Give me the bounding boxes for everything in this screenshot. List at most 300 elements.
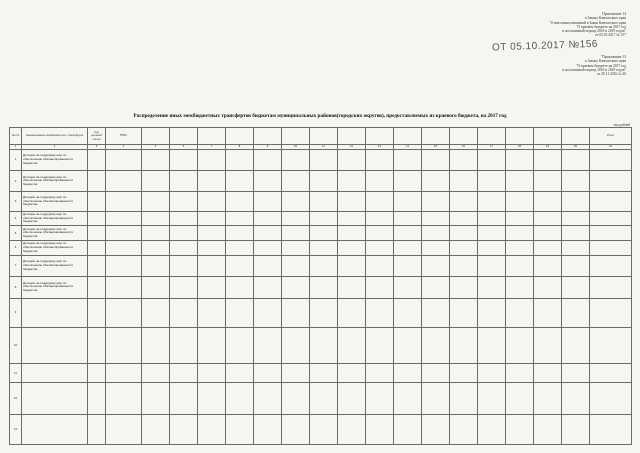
amount-cell <box>366 364 394 383</box>
amount-cell <box>254 383 282 415</box>
document-title: Распределение иных межбюджетных трансфертов бюджетам муниципальных районов(городских округов), предоставляемых из краевого бюджета, на 2017 год <box>133 113 507 119</box>
target-code <box>88 415 106 445</box>
amount-cell <box>478 298 506 328</box>
budget-administrator <box>106 256 142 277</box>
header-line: и на плановый период 2018 и 2019 годов" <box>562 29 626 34</box>
transfer-description: Дотации на поддержку мер по обеспечению сбалансированности бюджетов <box>22 211 88 226</box>
amount-cell <box>366 298 394 328</box>
target-code <box>88 298 106 328</box>
amount-cell <box>506 226 534 241</box>
amount-cell <box>422 277 450 298</box>
amount-cell <box>562 241 590 256</box>
amount-cell <box>394 150 422 171</box>
amount-cell <box>226 226 254 241</box>
column-number: 21 <box>590 145 632 150</box>
budget-administrator <box>106 171 142 192</box>
column-number: 18 <box>506 145 534 150</box>
header-line: к Закону Камчатского края <box>585 59 626 64</box>
amount-cell <box>170 211 198 226</box>
amount-cell <box>170 226 198 241</box>
table-row <box>10 241 632 256</box>
target-code <box>88 241 106 256</box>
column-number: 15 <box>422 145 450 150</box>
amount-cell <box>478 328 506 364</box>
amount-cell <box>534 211 562 226</box>
row-total <box>590 364 632 383</box>
column-number: 13 <box>366 145 394 150</box>
amount-cell <box>450 150 478 171</box>
budget-administrator <box>106 298 142 328</box>
amount-cell <box>310 364 338 383</box>
table-row <box>10 364 632 383</box>
column-header: Код целевой статьи <box>88 128 106 145</box>
column-header <box>478 128 506 145</box>
row-number: 9 <box>10 298 22 328</box>
amount-cell <box>142 192 170 211</box>
amount-cell <box>170 383 198 415</box>
amount-cell <box>198 383 226 415</box>
column-number: 6 <box>170 145 198 150</box>
row-total <box>590 171 632 192</box>
amount-cell <box>506 277 534 298</box>
amount-cell <box>506 211 534 226</box>
target-code <box>88 211 106 226</box>
amount-cell <box>254 364 282 383</box>
amount-cell <box>282 226 310 241</box>
transfer-description: Дотации на поддержку мер по обеспечению сбалансированности бюджетов <box>22 256 88 277</box>
amount-cell <box>366 256 394 277</box>
amount-cell <box>254 277 282 298</box>
amount-cell <box>506 415 534 445</box>
row-total <box>590 256 632 277</box>
amount-cell <box>450 383 478 415</box>
amount-cell <box>394 211 422 226</box>
amount-cell <box>226 364 254 383</box>
amount-cell <box>534 150 562 171</box>
amount-cell <box>226 277 254 298</box>
row-total <box>590 298 632 328</box>
amount-cell <box>478 256 506 277</box>
target-code <box>88 328 106 364</box>
amount-cell <box>226 211 254 226</box>
transfer-description <box>22 328 88 364</box>
amount-cell <box>282 211 310 226</box>
amount-cell <box>506 364 534 383</box>
registration-stamp: ОТ 05.10.2017 №156 <box>491 38 599 54</box>
amount-cell <box>506 241 534 256</box>
amount-cell <box>562 256 590 277</box>
column-header: Наименование межбюджетного трансферта <box>22 128 88 145</box>
amount-cell <box>254 256 282 277</box>
amount-cell <box>198 364 226 383</box>
amount-cell <box>506 298 534 328</box>
row-total <box>590 328 632 364</box>
amount-cell <box>226 298 254 328</box>
row-total <box>590 415 632 445</box>
amount-cell <box>142 171 170 192</box>
amount-cell <box>478 364 506 383</box>
amount-cell <box>310 415 338 445</box>
amount-cell <box>394 277 422 298</box>
amount-cell <box>282 383 310 415</box>
column-header: № п/п <box>10 128 22 145</box>
amount-cell <box>310 150 338 171</box>
amount-cell <box>394 241 422 256</box>
amount-cell <box>254 211 282 226</box>
amount-cell <box>198 226 226 241</box>
amount-cell <box>366 171 394 192</box>
amount-cell <box>478 192 506 211</box>
amount-cell <box>562 415 590 445</box>
column-header <box>366 128 394 145</box>
amount-cell <box>282 171 310 192</box>
column-number: 8 <box>226 145 254 150</box>
amount-cell <box>170 298 198 328</box>
amount-cell <box>198 211 226 226</box>
amount-cell <box>450 328 478 364</box>
amount-cell <box>422 171 450 192</box>
table-row <box>10 298 632 328</box>
row-number: 5 <box>10 226 22 241</box>
column-header <box>142 128 170 145</box>
amount-cell <box>198 241 226 256</box>
amount-cell <box>170 171 198 192</box>
amount-cell <box>310 383 338 415</box>
amount-cell <box>226 383 254 415</box>
amount-cell <box>170 241 198 256</box>
amount-cell <box>338 226 366 241</box>
amount-cell <box>534 364 562 383</box>
amount-cell <box>534 256 562 277</box>
amount-cell <box>506 328 534 364</box>
table-row <box>10 192 632 211</box>
column-number: 2 <box>22 145 88 150</box>
row-total <box>590 383 632 415</box>
amount-cell <box>422 328 450 364</box>
row-number: 13 <box>10 415 22 445</box>
header-line: и на плановый период 2018 и 2019 годов" <box>562 67 626 72</box>
amount-cell <box>422 241 450 256</box>
row-total <box>590 211 632 226</box>
amount-cell <box>366 192 394 211</box>
amount-cell <box>310 241 338 256</box>
amount-cell <box>338 364 366 383</box>
amount-cell <box>254 150 282 171</box>
amount-cell <box>282 415 310 445</box>
amount-cell <box>478 226 506 241</box>
amount-cell <box>338 171 366 192</box>
transfer-description: Дотации на поддержку мер по обеспечению сбалансированности бюджетов <box>22 192 88 211</box>
amount-cell <box>338 328 366 364</box>
target-code <box>88 171 106 192</box>
column-number: 11 <box>310 145 338 150</box>
amount-cell <box>142 226 170 241</box>
amount-cell <box>366 277 394 298</box>
amount-cell <box>282 256 310 277</box>
amount-cell <box>562 328 590 364</box>
row-number: 1 <box>10 150 22 171</box>
amount-cell <box>450 298 478 328</box>
budget-administrator <box>106 241 142 256</box>
budget-administrator <box>106 415 142 445</box>
target-code <box>88 192 106 211</box>
column-number: 17 <box>478 145 506 150</box>
amount-cell <box>254 415 282 445</box>
amount-cell <box>422 211 450 226</box>
transfer-description <box>22 415 88 445</box>
column-header <box>422 128 450 145</box>
header-line: "О краевом бюджете на 2017 год <box>576 63 626 68</box>
amount-cell <box>254 298 282 328</box>
transfer-description <box>22 364 88 383</box>
amount-cell <box>394 383 422 415</box>
amount-cell <box>282 150 310 171</box>
amount-cell <box>478 415 506 445</box>
amount-cell <box>450 192 478 211</box>
header-line: от 05.10.2017 № 157 <box>594 33 626 38</box>
amount-cell <box>170 415 198 445</box>
budget-administrator <box>106 364 142 383</box>
amount-cell <box>142 364 170 383</box>
amount-cell <box>450 256 478 277</box>
amount-cell <box>226 415 254 445</box>
transfer-description <box>22 298 88 328</box>
amount-cell <box>534 226 562 241</box>
amount-cell <box>478 383 506 415</box>
transfer-description: Дотации на поддержку мер по обеспечению сбалансированности бюджетов <box>22 226 88 241</box>
table-row <box>10 256 632 277</box>
amount-cell <box>254 192 282 211</box>
amount-cell <box>366 226 394 241</box>
amount-cell <box>450 226 478 241</box>
amount-cell <box>338 383 366 415</box>
amount-cell <box>310 277 338 298</box>
amount-cell <box>534 241 562 256</box>
amount-cell <box>366 415 394 445</box>
amount-cell <box>506 383 534 415</box>
amount-cell <box>198 277 226 298</box>
column-header <box>338 128 366 145</box>
column-header: Итого <box>590 128 632 145</box>
amount-cell <box>562 298 590 328</box>
amount-cell <box>142 328 170 364</box>
amount-cell <box>198 192 226 211</box>
amount-cell <box>478 171 506 192</box>
amount-cell <box>450 241 478 256</box>
amount-cell <box>450 277 478 298</box>
amount-cell <box>254 328 282 364</box>
amount-cell <box>394 298 422 328</box>
table-row <box>10 150 632 171</box>
target-code <box>88 150 106 171</box>
amount-cell <box>142 277 170 298</box>
table-row <box>10 226 632 241</box>
column-number: 10 <box>282 145 310 150</box>
amount-cell <box>562 277 590 298</box>
amount-cell <box>338 211 366 226</box>
amount-cell <box>226 171 254 192</box>
amount-cell <box>534 328 562 364</box>
transfer-description: Дотации на поддержку мер по обеспечению сбалансированности бюджетов <box>22 171 88 192</box>
table-row <box>10 171 632 192</box>
column-header <box>562 128 590 145</box>
budget-administrator <box>106 226 142 241</box>
budget-administrator <box>106 150 142 171</box>
amount-cell <box>198 171 226 192</box>
budget-administrator <box>106 328 142 364</box>
amount-cell <box>394 171 422 192</box>
transfer-description: Дотации на поддержку мер по обеспечению сбалансированности бюджетов <box>22 241 88 256</box>
amount-cell <box>534 415 562 445</box>
amount-cell <box>254 241 282 256</box>
row-total <box>590 192 632 211</box>
table-row <box>10 383 632 415</box>
column-header <box>198 128 226 145</box>
amount-cell <box>142 211 170 226</box>
amount-cell <box>338 241 366 256</box>
amount-cell <box>478 277 506 298</box>
amount-cell <box>338 277 366 298</box>
amount-cell <box>422 364 450 383</box>
column-header <box>534 128 562 145</box>
amount-cell <box>226 192 254 211</box>
amount-cell <box>310 298 338 328</box>
row-number: 6 <box>10 241 22 256</box>
amount-cell <box>198 256 226 277</box>
amount-cell <box>562 171 590 192</box>
row-number: 11 <box>10 364 22 383</box>
table-row <box>10 328 632 364</box>
amount-cell <box>394 256 422 277</box>
column-header <box>506 128 534 145</box>
amount-cell <box>422 226 450 241</box>
amount-cell <box>282 364 310 383</box>
amount-cell <box>310 192 338 211</box>
target-code <box>88 364 106 383</box>
header-line: "О краевом бюджете на 2017 год <box>576 24 626 29</box>
transfer-description: Дотации на поддержку мер по обеспечению сбалансированности бюджетов <box>22 150 88 171</box>
amount-cell <box>450 171 478 192</box>
row-number: 7 <box>10 256 22 277</box>
column-header <box>450 128 478 145</box>
amount-cell <box>310 226 338 241</box>
header-line: "О внесении изменений в Закон Камчатского края <box>549 20 626 25</box>
column-number: 3 <box>88 145 106 150</box>
amount-cell <box>282 277 310 298</box>
amount-cell <box>226 150 254 171</box>
amount-cell <box>366 211 394 226</box>
column-header <box>394 128 422 145</box>
column-header <box>170 128 198 145</box>
target-code <box>88 383 106 415</box>
amount-cell <box>282 192 310 211</box>
amount-cell <box>226 241 254 256</box>
amount-cell <box>422 150 450 171</box>
amount-cell <box>506 256 534 277</box>
row-number: 8 <box>10 277 22 298</box>
column-number: 12 <box>338 145 366 150</box>
column-header <box>254 128 282 145</box>
amount-cell <box>338 192 366 211</box>
amount-cell <box>478 241 506 256</box>
amount-cell <box>142 241 170 256</box>
amount-cell <box>506 171 534 192</box>
amount-cell <box>534 383 562 415</box>
row-total <box>590 241 632 256</box>
amount-cell <box>534 171 562 192</box>
amount-cell <box>310 171 338 192</box>
target-code <box>88 226 106 241</box>
amount-cell <box>506 192 534 211</box>
amount-cell <box>170 277 198 298</box>
amount-cell <box>310 328 338 364</box>
amount-cell <box>170 192 198 211</box>
amount-cell <box>394 415 422 445</box>
amount-cell <box>450 415 478 445</box>
amount-cell <box>226 256 254 277</box>
amount-cell <box>254 171 282 192</box>
target-code <box>88 277 106 298</box>
transfer-description: Дотации на поддержку мер по обеспечению сбалансированности бюджетов <box>22 277 88 298</box>
amount-cell <box>338 415 366 445</box>
row-number: 2 <box>10 171 22 192</box>
amount-cell <box>534 298 562 328</box>
column-header <box>310 128 338 145</box>
amount-cell <box>142 150 170 171</box>
row-total <box>590 277 632 298</box>
row-number: 3 <box>10 192 22 211</box>
column-number: 1 <box>10 145 22 150</box>
amount-cell <box>394 364 422 383</box>
column-header <box>226 128 254 145</box>
amount-cell <box>198 328 226 364</box>
transfer-description <box>22 383 88 415</box>
amount-cell <box>394 226 422 241</box>
amount-cell <box>198 150 226 171</box>
column-number: 4 <box>106 145 142 150</box>
amount-cell <box>506 150 534 171</box>
amount-cell <box>562 211 590 226</box>
amount-cell <box>422 192 450 211</box>
amount-cell <box>310 256 338 277</box>
amount-cell <box>478 211 506 226</box>
budget-administrator <box>106 211 142 226</box>
amount-cell <box>142 256 170 277</box>
amount-cell <box>478 150 506 171</box>
row-number: 12 <box>10 383 22 415</box>
table-row <box>10 277 632 298</box>
amount-cell <box>562 383 590 415</box>
amount-cell <box>366 328 394 364</box>
amount-cell <box>338 298 366 328</box>
target-code <box>88 256 106 277</box>
amount-cell <box>366 383 394 415</box>
header-line: "Приложение 13 <box>600 55 626 59</box>
transfers-table <box>9 127 632 445</box>
amount-cell <box>170 150 198 171</box>
header-line: от 29.11.2016 № 20 <box>596 72 626 77</box>
column-number: 7 <box>198 145 226 150</box>
amount-cell <box>254 226 282 241</box>
amount-cell <box>338 150 366 171</box>
amount-cell <box>562 364 590 383</box>
amount-cell <box>562 226 590 241</box>
amount-cell <box>198 415 226 445</box>
row-total <box>590 150 632 171</box>
amount-cell <box>534 192 562 211</box>
amount-cell <box>282 241 310 256</box>
amount-cell <box>226 328 254 364</box>
